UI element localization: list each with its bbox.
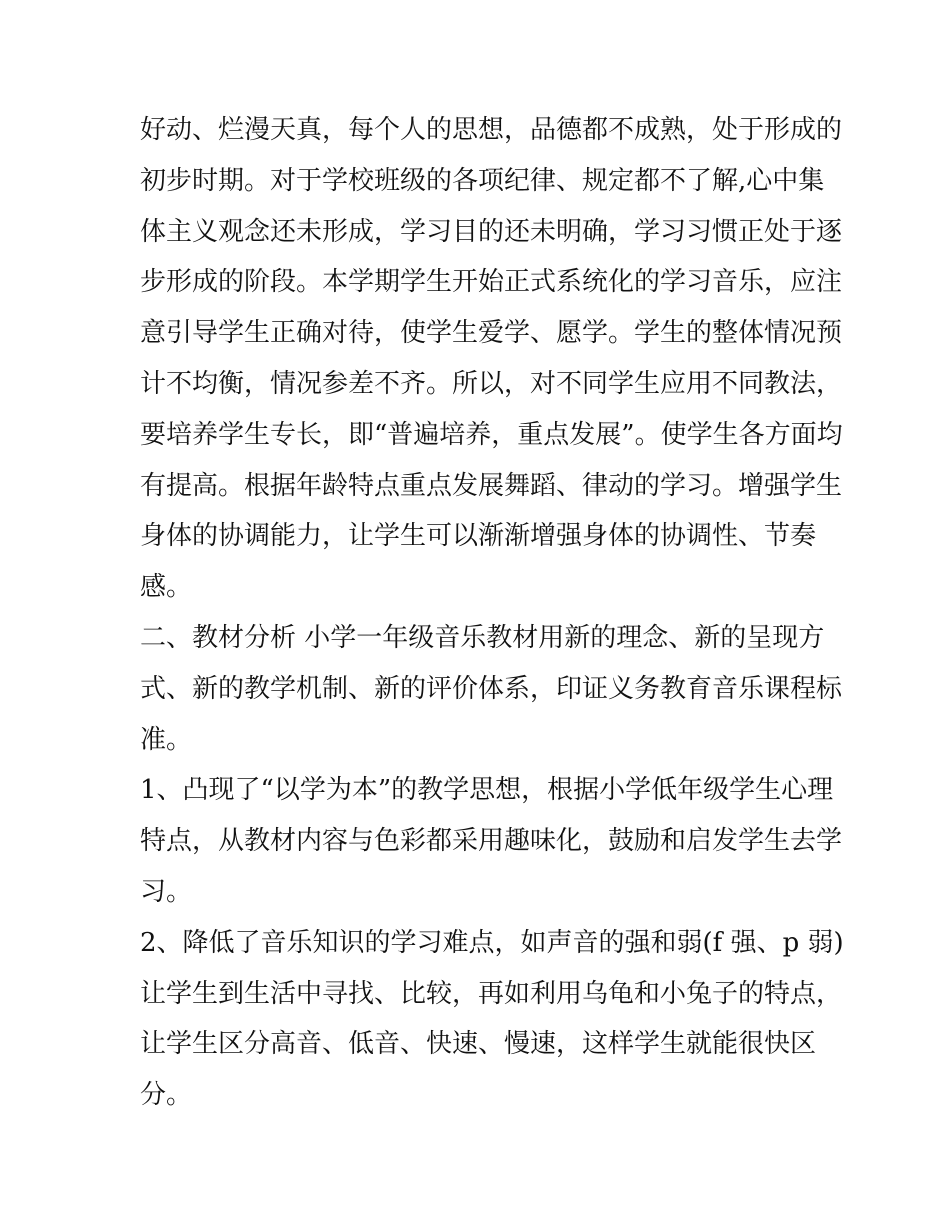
list-item-1-line: 1、凸现了“以学为本”的教学思想，根据小学低年级学生心理 bbox=[140, 775, 834, 806]
text-line: 计不均衡，情况参差不齐。所以，对不同学生应用不同教法， bbox=[140, 368, 843, 399]
text-line: 让学生到生活中寻找、比较，再如利用乌龟和小兔子的特点， bbox=[140, 978, 843, 1009]
text-line: 体主义观念还未形成，学习目的还未明确，学习习惯正处于逐 bbox=[140, 216, 843, 247]
text-line: 步形成的阶段。本学期学生开始正式系统化的学习音乐，应注 bbox=[140, 267, 843, 298]
text-line: 让学生区分高音、低音、快速、慢速，这样学生就能很快区 bbox=[140, 1029, 817, 1060]
section-heading-line: 二、教材分析 小学一年级音乐教材用新的理念、新的呈现方 bbox=[140, 622, 825, 653]
text-line: 准。 bbox=[140, 724, 193, 755]
body-text bbox=[140, 105, 844, 1121]
text-line: 分。 bbox=[140, 1080, 193, 1111]
text-line: 习。 bbox=[140, 876, 193, 907]
text-line: 要培养学生专长，即“普遍培养，重点发展”。使学生各方面均 bbox=[140, 419, 843, 450]
text-line: 式、新的教学机制、新的评价体系，印证义务教育音乐课程标 bbox=[140, 673, 843, 704]
text-line: 初步时期。对于学校班级的各项纪律、规定都不了解,心中集 bbox=[140, 165, 825, 196]
text-line: 有提高。根据年龄特点重点发展舞蹈、律动的学习。增强学生 bbox=[140, 470, 843, 501]
list-item-2-line: 2、降低了音乐知识的学习难点，如声音的强和弱(f 强、p 弱) bbox=[140, 927, 844, 958]
text-line: 身体的协调能力，让学生可以渐渐增强身体的协调性、节奏 bbox=[140, 521, 817, 552]
text-line: 好动、烂漫天真，每个人的思想，品德都不成熟，处于形成的 bbox=[140, 115, 843, 145]
text-line: 特点，从教材内容与色彩都采用趣味化，鼓励和启发学生去学 bbox=[140, 826, 843, 857]
text-line: 意引导学生正确对待，使学生爱学、愿学。学生的整体情况预 bbox=[140, 318, 843, 349]
text-line: 感。 bbox=[140, 572, 193, 603]
